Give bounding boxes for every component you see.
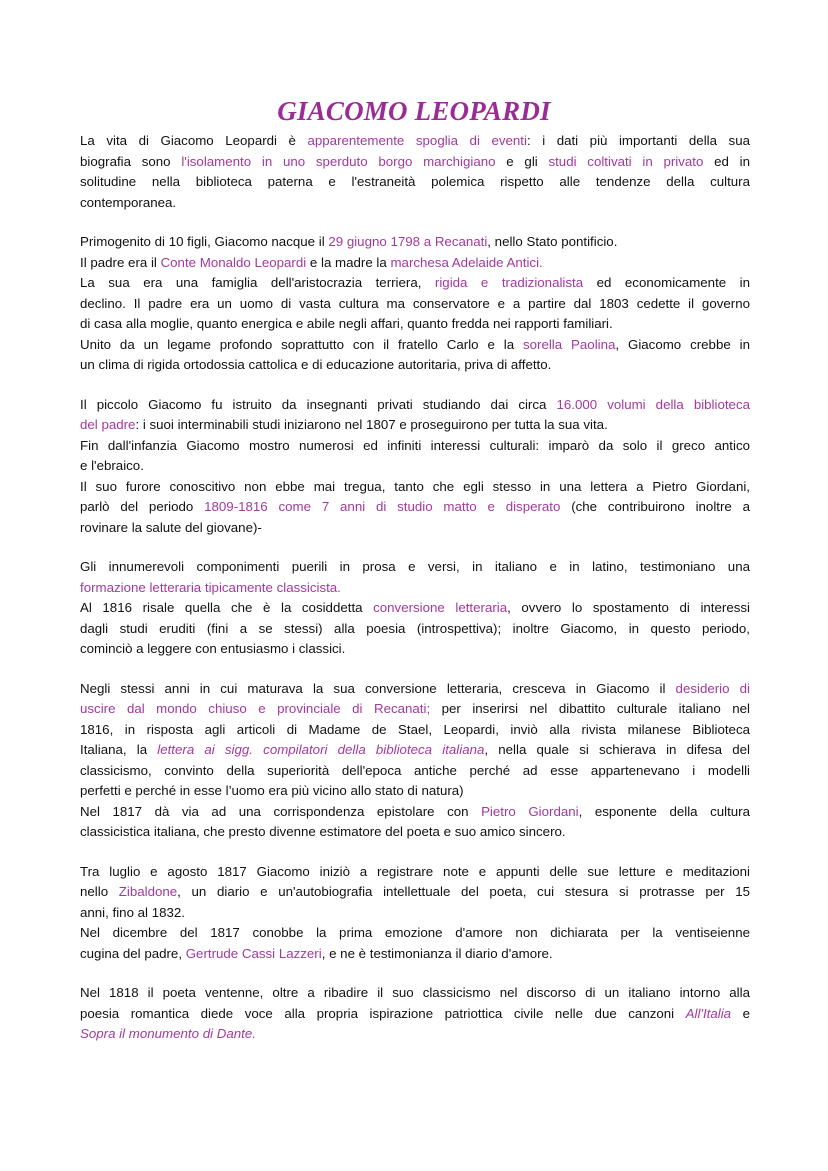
highlighted-text: 29 giugno 1798 a Recanati <box>328 234 488 249</box>
text-line <box>80 882 750 903</box>
text-line <box>80 395 750 416</box>
text-line <box>80 152 750 173</box>
body-text: Al 1816 risale quella che è la cosiddetta <box>80 600 374 615</box>
text-line <box>80 273 750 294</box>
body-text: un clima di rigida ortodossia cattolica e di educazione autoritaria, priva di affetto. <box>80 357 552 372</box>
text-line <box>80 619 750 640</box>
highlighted-text: marchesa Adelaide Antici. <box>390 254 543 270</box>
text-line <box>80 131 750 152</box>
highlighted-text: 16.000 volumi della biblioteca <box>556 396 750 412</box>
body-text: classicistica italiana, che presto divenne estimatore del poeta e suo amico sincero. <box>80 824 566 839</box>
text-line <box>80 1024 750 1045</box>
highlighted-text: sorella Paolina <box>522 336 616 352</box>
body-text: classicismo, convinto della superiorità dell'epoca antiche perché ad esse appartenevano i modelli <box>80 762 750 778</box>
body-text: La sua era una famiglia dell'aristocrazia terriera, <box>80 275 435 290</box>
text-line <box>80 557 750 578</box>
body-text: , e ne è testimonianza il diario d'amore. <box>321 945 553 961</box>
text-line <box>80 518 750 539</box>
body-text: cugina del padre, <box>80 945 186 961</box>
highlighted-text: Sopra il monumento di Dante. <box>80 1026 256 1041</box>
body-text: contemporanea. <box>80 194 177 210</box>
text-line <box>80 456 750 477</box>
body-text: per inserirsi nel dibattito culturale italiano nel <box>430 701 750 716</box>
body-text: nello <box>80 884 119 899</box>
highlighted-text: studi coltivati in privato <box>548 153 704 169</box>
text-line <box>80 862 750 883</box>
body-text: Primogenito di 10 figli, Giacomo nacque il <box>80 234 329 249</box>
text-line <box>80 355 750 376</box>
text-line <box>80 639 750 660</box>
highlighted-text: conversione letteraria <box>373 600 508 615</box>
body-text: (che contribuirono inoltre a <box>560 499 750 514</box>
body-text: , nello Stato pontificio. <box>487 234 618 249</box>
highlighted-text: Gertrude Cassi Lazzeri <box>185 945 322 961</box>
highlighted-text: rigida e tradizionalista <box>434 275 584 290</box>
body-text: ed economicamente in <box>583 275 750 290</box>
body-text: 1816, in risposta agli articoli di Madame de Stael, Leopardi, inviò alla rivista milanese Biblioteca <box>80 721 750 737</box>
body-text: Il suo furore conoscitivo non ebbe mai tregua, tanto che egli stesso in una lettera a Pietro Giordani, <box>80 478 750 494</box>
body-text: Negli stessi anni in cui maturava la sua conversione letteraria, cresceva in Giacomo il <box>80 680 676 696</box>
text-line <box>80 497 750 518</box>
body-text: poesia romantica diede voce alla propria ispirazione patriottica civile nelle due canzoni <box>80 1005 686 1021</box>
text-line <box>80 253 750 274</box>
text-line <box>80 578 750 599</box>
body-text: Il padre era il <box>80 254 161 270</box>
body-text: biografia sono <box>80 153 182 169</box>
text-line <box>80 740 750 761</box>
body-text: parlò del periodo <box>80 499 205 514</box>
paragraph-spacer <box>80 843 750 862</box>
body-text: Nel 1817 dà via ad una corrispondenza epistolare con <box>80 803 482 819</box>
text-line <box>80 802 750 823</box>
paragraph-spacer <box>80 376 750 395</box>
text-line <box>80 781 750 802</box>
body-text: perfetti e perché in esse l’uomo era più vicino allo stato di natura) <box>80 783 464 798</box>
body-text: Tra luglio e agosto 1817 Giacomo iniziò a registrare note e appunti delle sue letture e meditazioni <box>80 863 750 879</box>
body-text: : i suoi interminabili studi iniziarono nel 1807 e proseguirono per tutta la sua vita. <box>135 417 608 432</box>
body-text: e la madre la <box>306 254 391 270</box>
highlighted-text: lettera ai sigg. compilatori della biblioteca italiana <box>157 742 485 757</box>
text-line <box>80 232 750 253</box>
paragraph-spacer <box>80 964 750 983</box>
body-text: La vita di Giacomo Leopardi è <box>80 133 308 148</box>
highlighted-text: formazione letteraria tipicamente classicista. <box>80 579 341 595</box>
highlighted-text: 1809-1816 come 7 anni di studio matto e disperato <box>204 499 561 514</box>
body-text: rovinare la salute del giovane)- <box>80 519 262 535</box>
highlighted-text: desiderio di <box>675 680 750 696</box>
highlighted-text: Pietro Giordani <box>481 803 579 819</box>
text-line <box>80 314 750 335</box>
highlighted-text: Conte Monaldo Leopardi <box>160 254 307 270</box>
body-text: ed in <box>703 153 750 169</box>
text-line <box>80 822 750 843</box>
text-line <box>80 172 750 193</box>
text-line <box>80 436 750 457</box>
text-line <box>80 983 750 1004</box>
paragraph-spacer <box>80 660 750 679</box>
body-text: solitudine nella biblioteca paterna e l'estraneità polemica rispetto alle tendenze della cultura <box>80 174 750 189</box>
document-body <box>80 131 750 1045</box>
body-text: Fin dall'infanzia Giacomo mostro numerosi ed infiniti interessi culturali: imparò da solo il greco antico <box>80 437 750 453</box>
text-line <box>80 679 750 700</box>
text-line <box>80 294 750 315</box>
body-text: , ovvero lo spostamento di interessi <box>507 600 750 615</box>
body-text: , Giacomo crebbe in <box>615 336 750 352</box>
body-text: Gli innumerevoli componimenti puerili in prosa e versi, in italiano e in latino, testimoniano una <box>80 559 750 574</box>
body-text: Italiana, la <box>80 742 158 757</box>
body-text: cominciò a leggere con entusiasmo i classici. <box>80 641 346 656</box>
body-text: e l'ebraico. <box>80 458 144 473</box>
body-text: declino. Il padre era un uomo di vasta cultura ma conservatore e a partire dal 1803 cedette il governo <box>80 295 750 311</box>
highlighted-text: All'Italia <box>685 1005 732 1021</box>
document-title: GIACOMO LEOPARDI <box>277 96 551 126</box>
text-line <box>80 944 750 965</box>
body-text: Nel 1818 il poeta ventenne, oltre a ribadire il suo classicismo nel discorso di un italiano intorno alla <box>80 985 750 1000</box>
body-text: , un diario e un'autobiografia intellettuale del poeta, cui stesura si protrasse per 15 <box>177 884 751 899</box>
body-text: anni, fino al 1832. <box>80 904 185 920</box>
highlighted-text: l'isolamento in uno sperduto borgo marchigiano <box>181 153 496 169</box>
body-text: Unito da un legame profondo soprattutto con il fratello Carlo e la <box>80 336 523 352</box>
body-text: di casa alla moglie, quanto energica e abile negli affari, quanto fredda nei rapporti familiari. <box>80 316 613 331</box>
text-line <box>80 598 750 619</box>
text-line <box>80 903 750 924</box>
text-line <box>80 699 750 720</box>
paragraph-spacer <box>80 213 750 232</box>
text-line <box>80 761 750 782</box>
body-text: : i dati più importanti della sua <box>526 133 750 148</box>
highlighted-text: Zibaldone <box>118 884 178 899</box>
body-text: e gli <box>495 153 549 169</box>
highlighted-text: uscire dal mondo chiuso e provinciale di Recanati; <box>80 701 431 716</box>
paragraph-spacer <box>80 538 750 557</box>
highlighted-text: del padre <box>80 417 136 432</box>
body-text: Il piccolo Giacomo fu istruito da insegnanti privati studiando dai circa <box>80 396 557 412</box>
text-line <box>80 720 750 741</box>
text-line <box>80 477 750 498</box>
body-text: , nella quale si schierava in difesa del <box>484 742 750 757</box>
text-line <box>80 335 750 356</box>
text-line <box>80 1004 750 1025</box>
highlighted-text: apparentemente spoglia di eventi <box>307 133 527 148</box>
body-text: dagli studi eruditi (fini a se stessi) alla poesia (introspettiva); inoltre Giacomo, in questo periodo, <box>80 620 750 636</box>
body-text: Nel dicembre del 1817 conobbe la prima emozione d'amore non dichiarata per la ventiseienne <box>80 925 750 940</box>
text-line <box>80 193 750 214</box>
body-text: , esponente della cultura <box>578 803 750 819</box>
body-text: e <box>731 1005 750 1021</box>
text-line <box>80 415 750 436</box>
text-line <box>80 923 750 944</box>
